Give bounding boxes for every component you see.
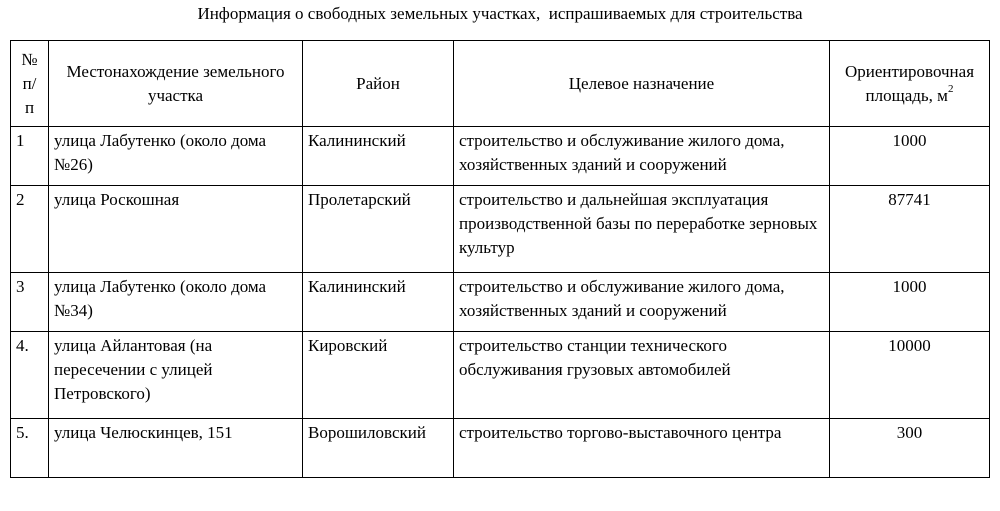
row-area: 300 bbox=[830, 419, 990, 478]
row-location: улица Айлантовая (на пересечении с улицей Петровского) bbox=[49, 332, 303, 419]
row-district: Кировский bbox=[303, 332, 454, 419]
table-row bbox=[11, 273, 990, 332]
row-number: 1 bbox=[11, 127, 49, 186]
header-area bbox=[830, 41, 990, 127]
page-title: Информация о свободных земельных участках, испрашиваемых для строительства bbox=[197, 4, 803, 23]
table-row bbox=[11, 127, 990, 186]
table-row bbox=[11, 332, 990, 419]
row-purpose: строительство станции технического обслуживания грузовых автомобилей bbox=[454, 332, 830, 419]
row-number: 3 bbox=[11, 273, 49, 332]
row-location: улица Лабутенко (около дома №34) bbox=[49, 273, 303, 332]
row-district: Ворошиловский bbox=[303, 419, 454, 478]
row-location: улица Лабутенко (около дома №26) bbox=[49, 127, 303, 186]
row-area: 87741 bbox=[830, 186, 990, 273]
row-purpose: строительство и обслуживание жилого дома, хозяйственных зданий и сооружений bbox=[454, 127, 830, 186]
row-area: 1000 bbox=[830, 127, 990, 186]
table-header-row bbox=[11, 41, 990, 127]
header-area-superscript: 2 bbox=[947, 82, 954, 95]
header-number: № п/ п bbox=[11, 41, 49, 127]
row-area: 1000 bbox=[830, 273, 990, 332]
header-area-label: Ориентировочная площадь, м bbox=[844, 61, 975, 105]
header-location: Местонахождение земельного участка bbox=[49, 41, 303, 127]
row-number: 2 bbox=[11, 186, 49, 273]
row-area: 10000 bbox=[830, 332, 990, 419]
table-row bbox=[11, 419, 990, 478]
row-number: 5. bbox=[11, 419, 49, 478]
row-purpose: строительство и дальнейшая эксплуатация производственной базы по переработке зерновых культур bbox=[454, 186, 830, 273]
row-location: улица Челюскинцев, 151 bbox=[49, 419, 303, 478]
row-district: Калининский bbox=[303, 273, 454, 332]
header-district: Район bbox=[303, 41, 454, 127]
land-plots-table bbox=[10, 40, 990, 478]
row-location: улица Роскошная bbox=[49, 186, 303, 273]
row-number: 4. bbox=[11, 332, 49, 419]
row-district: Калининский bbox=[303, 127, 454, 186]
table-row bbox=[11, 186, 990, 273]
row-purpose: строительство торгово-выставочного центра bbox=[454, 419, 830, 478]
row-district: Пролетарский bbox=[303, 186, 454, 273]
row-purpose: строительство и обслуживание жилого дома, хозяйственных зданий и сооружений bbox=[454, 273, 830, 332]
header-purpose: Целевое назначение bbox=[454, 41, 830, 127]
